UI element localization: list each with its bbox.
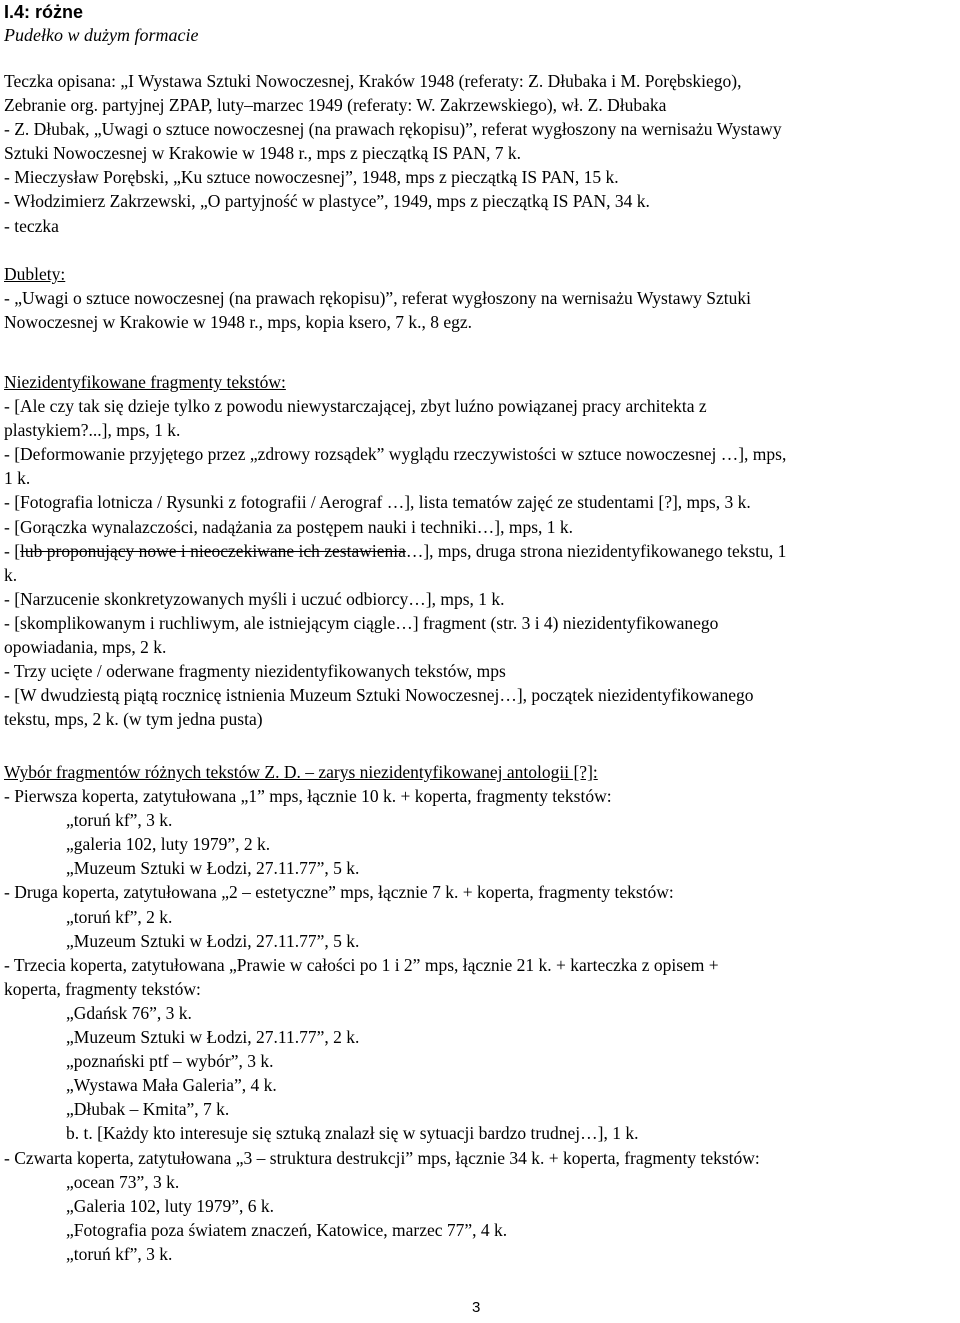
koperta-item: „Wystawa Mała Galeria”, 4 k.: [66, 1075, 277, 1096]
koperta-item: „Gdańsk 76”, 3 k.: [66, 1002, 192, 1023]
fragment-line: 1 k.: [4, 468, 31, 489]
koperta-line: - Trzecia koperta, zatytułowana „Prawie w całości po 1 i 2” mps, łącznie 21 k. + karteczka z opisem +: [4, 954, 719, 975]
fragment-line: - [Gorączka wynalazczości, nadążania za postępem nauki i techniki…], mps, 1 k.: [4, 516, 574, 537]
dublety-line: - „Uwagi o sztuce nowoczesnej (na prawach rękopisu)”, referat wygłoszony na wernisażu Wystawy Sztuki: [4, 288, 751, 309]
koperta-item: „Fotografia poza światem znaczeń, Katowice, marzec 77”, 4 k.: [66, 1219, 508, 1240]
koperta-item: b. t. [Każdy kto interesuje się sztuką znalazł się w sytuacji bardzo trudnej…], 1 k.: [66, 1123, 639, 1144]
section-subtitle: Pudełko w dużym formacie: [4, 25, 199, 45]
koperta-item: „Dłubak – Kmita”, 7 k.: [66, 1099, 230, 1120]
koperta-line: - Czwarta koperta, zatytułowana „3 – struktura destrukcji” mps, łącznie 34 k. + koperta, fragmenty tekstów:: [4, 1147, 760, 1168]
koperta-item: „poznański ptf – wybór”, 3 k.: [66, 1051, 274, 1072]
strikethrough-text: lub proponujący nowe i nieoczekiwane ich zestawienia: [20, 540, 406, 561]
fragment-line: - [W dwudziestą piątą rocznicę istnienia Muzeum Sztuki Nowoczesnej…], początek niezidentyfikowanego: [4, 685, 754, 706]
dublety-line: Nowoczesnej w Krakowie w 1948 r., mps, kopia ksero, 7 k., 8 egz.: [4, 312, 473, 333]
fragmenty-heading: Niezidentyfikowane fragmenty tekstów:: [4, 372, 286, 392]
koperta-item: „Muzeum Sztuki w Łodzi, 27.11.77”, 5 k.: [66, 858, 360, 879]
teczka-line: - Mieczysław Porębski, „Ku sztuce nowoczesnej”, 1948, mps z pieczątką IS PAN, 15 k.: [4, 167, 619, 188]
section-title: I.4: różne: [4, 2, 84, 22]
fragment-line: - [Narzucenie skonkretyzowanych myśli i uczuć odbiorcy…], mps, 1 k.: [4, 588, 505, 609]
fragment-suffix: …], mps, druga strona niezidentyfikowanego tekstu, 1: [405, 540, 787, 561]
wybor-heading: Wybór fragmentów różnych tekstów Z. D. – zarys niezidentyfikowanej antologii [?]:: [4, 762, 598, 782]
koperta-item: „galeria 102, luty 1979”, 2 k.: [66, 834, 271, 855]
koperta-item: „Muzeum Sztuki w Łodzi, 27.11.77”, 5 k.: [66, 930, 360, 951]
teczka-line: - teczka: [4, 215, 59, 236]
koperta-item: „toruń kf”, 2 k.: [66, 906, 173, 927]
koperta-line: - Druga koperta, zatytułowana „2 – estetyczne” mps, łącznie 7 k. + koperta, fragmenty tekstów:: [4, 882, 674, 903]
page-number: 3: [472, 1299, 481, 1316]
koperta-line: - Pierwsza koperta, zatytułowana „1” mps, łącznie 10 k. + koperta, fragmenty tekstów:: [4, 786, 612, 807]
fragment-line: - [skomplikowanym i ruchliwym, ale istniejącym ciągle…] fragment (str. 3 i 4) niezidentyfikowanego: [4, 612, 719, 633]
fragment-line: tekstu, mps, 2 k. (w tym jedna pusta): [4, 709, 263, 730]
koperta-item: „ocean 73”, 3 k.: [66, 1171, 180, 1192]
koperta-line: koperta, fragmenty tekstów:: [4, 978, 201, 999]
dublety-heading: Dublety:: [4, 264, 66, 284]
teczka-line: Sztuki Nowoczesnej w Krakowie w 1948 r., mps z pieczątką IS PAN, 7 k.: [4, 143, 521, 164]
fragment-line: plastykiem?...], mps, 1 k.: [4, 420, 181, 441]
fragment-line: - [Deformowanie przyjętego przez „zdrowy rozsądek” wyglądu rzeczywistości w sztuce nowoczesnej …], mps,: [4, 444, 787, 465]
fragment-line: k.: [4, 564, 18, 585]
dublety-block: [4, 262, 952, 334]
koperta-item: „toruń kf”, 3 k.: [66, 810, 173, 831]
fragment-line: [4, 539, 952, 563]
fragment-line: opowiadania, mps, 2 k.: [4, 637, 167, 658]
fragment-line: - [Ale czy tak się dzieje tylko z powodu niewystarczającej, zbyt luźno powiązanej pracy architekta z: [4, 396, 707, 417]
fragment-line: - Trzy ucięte / oderwane fragmenty niezidentyfikowanych tekstów, mps: [4, 661, 506, 682]
fragmenty-block: [4, 370, 952, 731]
koperta-item: „Muzeum Sztuki w Łodzi, 27.11.77”, 2 k.: [66, 1027, 360, 1048]
teczka-line: - Z. Dłubak, „Uwagi o sztuce nowoczesnej (na prawach rękopisu)”, referat wygłoszony na wernisażu Wystawy: [4, 119, 782, 140]
teczka-line: - Włodzimierz Zakrzewski, „O partyjność w plastyce”, 1949, mps z pieczątką IS PAN, 34 k.: [4, 191, 650, 212]
koperta-item: „Galeria 102, luty 1979”, 6 k.: [66, 1195, 275, 1216]
teczka-line: Teczka opisana: „I Wystawa Sztuki Nowoczesnej, Kraków 1948 (referaty: Z. Dłubaka i M. Porębskiego),: [4, 71, 742, 91]
teczka-block: [4, 69, 952, 238]
teczka-line: Zebranie org. partyjnej ZPAP, luty–marzec 1949 (referaty: W. Zakrzewskiego), wł. Z. Dłubaka: [4, 95, 667, 116]
wybor-block: [4, 760, 952, 1266]
fragment-line: - [Fotografia lotnicza / Rysunki z fotografii / Aerograf …], lista tematów zajęć ze studentami [?], mps, 3 k.: [4, 492, 751, 513]
koperta-item: „toruń kf”, 3 k.: [66, 1243, 173, 1264]
fragment-prefix: - [: [4, 540, 21, 561]
